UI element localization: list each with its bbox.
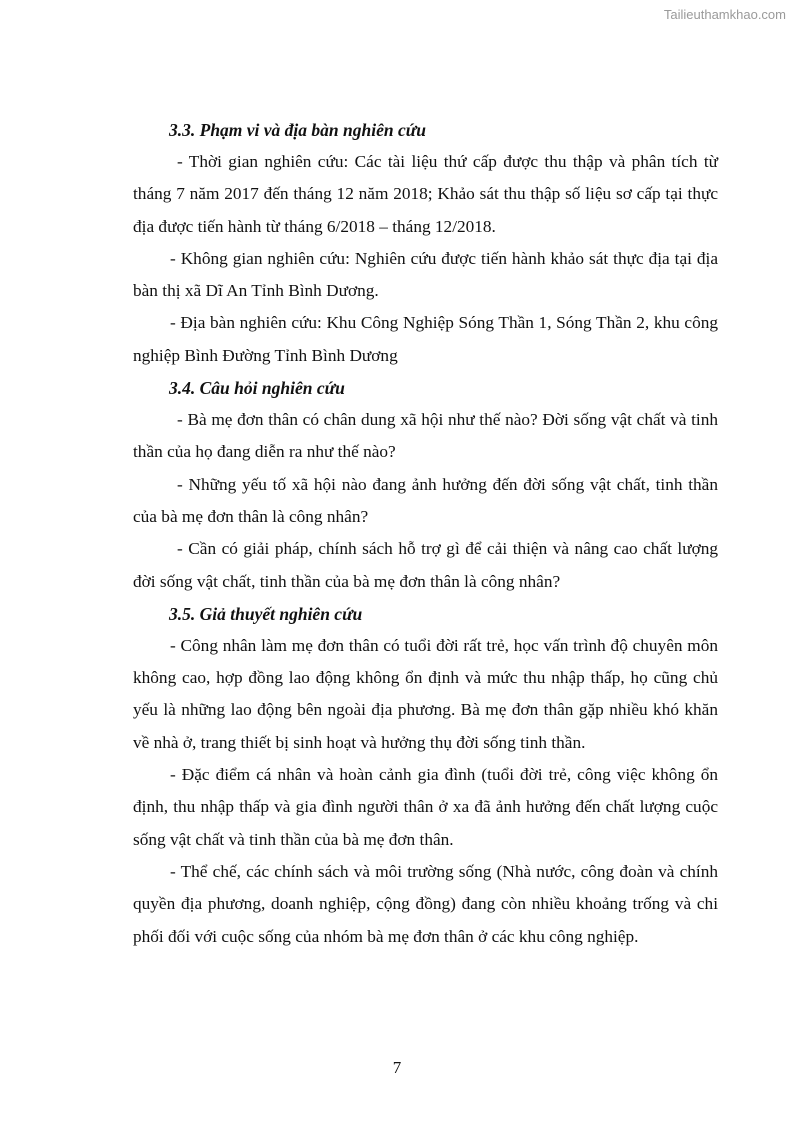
paragraph: - Không gian nghiên cứu: Nghiên cứu được tiến hành khảo sát thực địa tại địa bàn thị xã Dĩ An Tỉnh Bình Dương. [133,248,718,301]
paragraph: - Bà mẹ đơn thân có chân dung xã hội như thế nào? Đời sống vật chất và tinh thần của họ đang diễn ra như thế nào? [133,410,718,462]
document-body [133,114,718,953]
page-number: 7 [392,1058,402,1077]
paragraph: - Thể chế, các chính sách và môi trường sống (Nhà nước, công đoàn và chính quyền địa phương, doanh nghiệp, cộng đồng) đang còn nhiều khoảng trống và chi phối đối với cuộc sống của nhóm bà mẹ đơn thân ở các khu công nghiệp. [133,861,718,946]
section-heading: 3.4. Câu hỏi nghiên cứu [169,378,345,399]
section-scope [133,114,718,372]
paragraph: - Cần có giải pháp, chính sách hỗ trợ gì để cải thiện và nâng cao chất lượng đời sống vật chất, tinh thần của bà mẹ đơn thân là công nhân? [133,539,718,591]
section-heading: 3.5. Giả thuyết nghiên cứu [169,603,363,624]
paragraph: - Công nhân làm mẹ đơn thân có tuổi đời rất trẻ, học vấn trình độ chuyên môn không cao, hợp đồng lao động không ổn định và mức thu nhập thấp, họ cũng chủ yếu là những lao động bên ngoài địa phương. Bà mẹ đơn thân gặp nhiều khó khăn về nhà ở, trang thiết bị sinh hoạt và hưởng thụ đời sống tinh thần. [133,635,718,752]
section-heading: 3.3. Phạm vi và địa bàn nghiên cứu [169,120,426,140]
paragraph: - Đặc điểm cá nhân và hoàn cảnh gia đình (tuổi đời trẻ, công việc không ổn định, thu nhập thấp và gia đình người thân ở xa đã ảnh hưởng đến chất lượng cuộc sống vật chất và tinh thần của bà mẹ đơn thân. [133,765,718,849]
watermark: Tailieuthamkhao.com [663,7,786,22]
paragraph: - Địa bàn nghiên cứu: Khu Công Nghiệp Sóng Thần 1, Sóng Thần 2, khu công nghiệp Bình Đường Tỉnh Bình Dương [133,313,718,365]
section-research-questions [133,372,718,598]
paragraph: - Những yếu tố xã hội nào đang ảnh hưởng đến đời sống vật chất, tinh thần của bà mẹ đơn thân là công nhân? [133,474,718,526]
section-hypotheses [133,598,718,953]
paragraph: - Thời gian nghiên cứu: Các tài liệu thứ cấp được thu thập và phân tích từ tháng 7 năm 2017 đến tháng 12 năm 2018; Khảo sát thu thập số liệu sơ cấp tại thực địa được tiến hành từ tháng 6/2018 – tháng 12/2018. [133,152,718,236]
